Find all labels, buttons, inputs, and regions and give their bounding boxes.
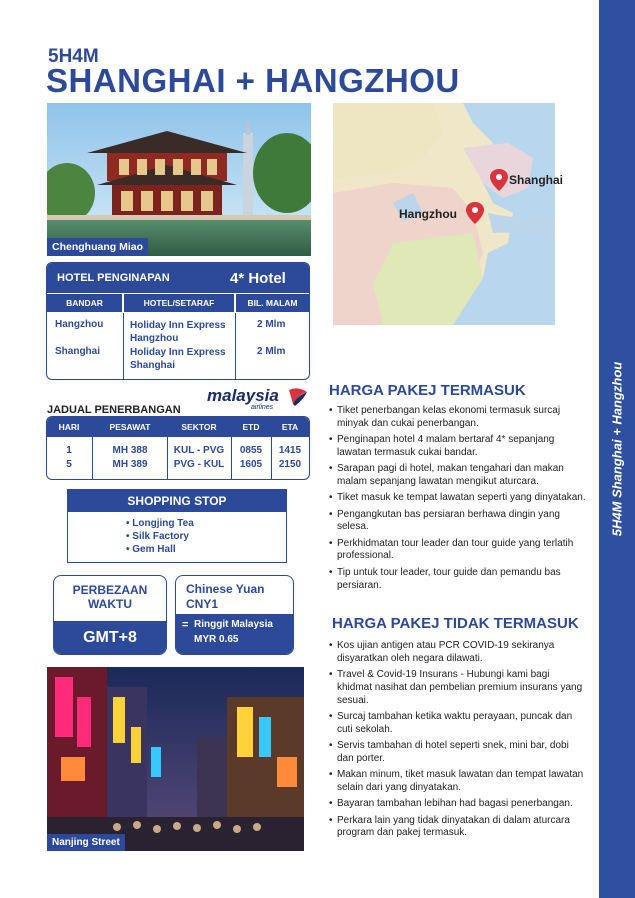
airline-sub: airlines: [251, 404, 274, 411]
hotel-rating: 4* Hotel: [230, 270, 286, 287]
column-header: PESAWAT: [109, 422, 151, 432]
list-item: • Perkhidmatan tour leader dan tour guide yang terlatih professional.: [329, 538, 587, 564]
map-label-shanghai: Shanghai: [509, 173, 564, 187]
hotel-table: [46, 262, 310, 380]
currency-card: [175, 575, 294, 655]
time-difference-title: PERBEZAAN WAKTU: [72, 583, 148, 611]
currency-unit: CNY1: [186, 597, 219, 611]
time-difference-card: [53, 575, 167, 655]
flight-schedule-title: JADUAL PENERBANGAN: [47, 404, 181, 416]
shopping-title: SHOPPING STOP: [68, 490, 286, 512]
photo-caption: Nanjing Street: [47, 834, 125, 851]
currency-value: MYR 0.65: [194, 634, 239, 645]
airline-wau-icon: [287, 386, 309, 408]
list-item: • Pengangkutan bas persiaran berhawa dingin yang selesa.: [329, 509, 587, 535]
included-list: [329, 405, 587, 596]
hotel-city: Hangzhou: [55, 319, 104, 330]
column-header: ETA: [281, 422, 299, 432]
column-header: BIL. MALAM: [236, 294, 309, 312]
list-item: • Tiket masuk ke tempat lawatan seperti yang dinyatakan.: [329, 492, 587, 505]
column-header: HOTEL/SETARAF: [124, 294, 234, 312]
hotel-city: Shanghai: [55, 346, 101, 357]
list-item: • Tip untuk tour leader, tour guide dan pemandu bas persiaran.: [329, 567, 587, 593]
currency-title: Chinese Yuan: [186, 582, 265, 596]
time-difference-value: GMT+8: [54, 621, 166, 654]
shopping-item: • Gem Hall: [126, 544, 176, 555]
shopping-stop-box: [67, 489, 287, 563]
hotel-name: Holiday Inn Express Hangzhou: [130, 320, 226, 344]
photo-chenghuang-miao: [47, 103, 311, 256]
map-label-hangzhou: Hangzhou: [399, 207, 457, 221]
list-item: • Makan minum, tiket masuk lawatan dan tempat lawatan selain dari yang dinyatakan.: [329, 769, 587, 795]
list-item: • Servis tambahan di hotel seperti snek, mini bar, dobi dan porter.: [329, 740, 587, 766]
flight-table: [46, 416, 310, 480]
list-item: • Sarapan pagi di hotel, makan tengahari dan makan malam sepanjang lawatan mengikut aturcara.: [329, 463, 587, 489]
hotel-title: HOTEL PENGINAPAN: [57, 272, 170, 284]
flight-number: MH 389: [112, 459, 148, 470]
column-header: HARI: [58, 422, 80, 432]
currency-label: Ringgit Malaysia: [194, 619, 273, 630]
list-item: • Tiket penerbangan kelas ekonomi termasuk surcaj minyak dan cukai penerbangan.: [329, 405, 587, 431]
flight-eta: 2150: [278, 459, 302, 470]
column-header: ETD: [242, 422, 260, 432]
list-item: • Penginapan hotel 4 malam bertaraf 4* sepanjang lawatan termasuk cukai bandar.: [329, 434, 587, 460]
package-duration: 5H4M: [48, 46, 99, 67]
flight-sector: KUL - PVG: [173, 445, 225, 456]
flight-etd: 0855: [239, 445, 263, 456]
shopping-item: • Silk Factory: [126, 531, 189, 542]
page-title: SHANGHAI + HANGZHOU: [46, 62, 460, 99]
currency-equals: =: [182, 619, 189, 631]
list-item: • Perkara lain yang tidak dinyatakan di dalam aturcara program dan pakej termasuk.: [329, 815, 587, 841]
hotel-name: Holiday Inn Express Shanghai: [130, 347, 226, 371]
shopping-item: • Longjing Tea: [126, 518, 194, 529]
airline-name: malaysia: [207, 386, 279, 405]
flight-day: 1: [66, 445, 72, 456]
route-map: [333, 103, 564, 325]
flight-etd: 1605: [239, 459, 263, 470]
column-header: SEKTOR: [181, 422, 217, 432]
sidebar-title: 5H4M Shanghai + Hangzhou: [609, 361, 625, 537]
list-item: • Travel & Covid-19 Insurans - Hubungi kami bagi khidmat nasihat dan pembelian premium insurans yang sesuai.: [329, 669, 587, 707]
list-item: • Surcaj tambahan ketika waktu perayaan, puncak dan cuti sekolah.: [329, 711, 587, 737]
list-item: • Bayaran tambahan lebihan had bagasi penerbangan.: [329, 798, 587, 811]
hotel-nights: 2 Mlm: [257, 319, 286, 330]
hotel-nights: 2 Mlm: [257, 346, 286, 357]
flight-number: MH 388: [112, 445, 148, 456]
photo-nanjing-street: [47, 667, 304, 851]
list-item: • Kos ujian antigen atau PCR COVID-19 sekiranya disyaratkan oleh negara dilawati.: [329, 640, 587, 666]
flight-eta: 1415: [278, 445, 302, 456]
excluded-heading: HARGA PAKEJ TIDAK TERMASUK: [332, 615, 579, 632]
flight-sector: PVG - KUL: [173, 459, 225, 470]
photo-caption: Chenghuang Miao: [47, 238, 148, 256]
airline-logo: [207, 386, 311, 412]
included-heading: HARGA PAKEJ TERMASUK: [329, 382, 526, 399]
flight-day: 5: [66, 459, 72, 470]
column-header: BANDAR: [47, 294, 122, 312]
excluded-list: [329, 640, 587, 844]
